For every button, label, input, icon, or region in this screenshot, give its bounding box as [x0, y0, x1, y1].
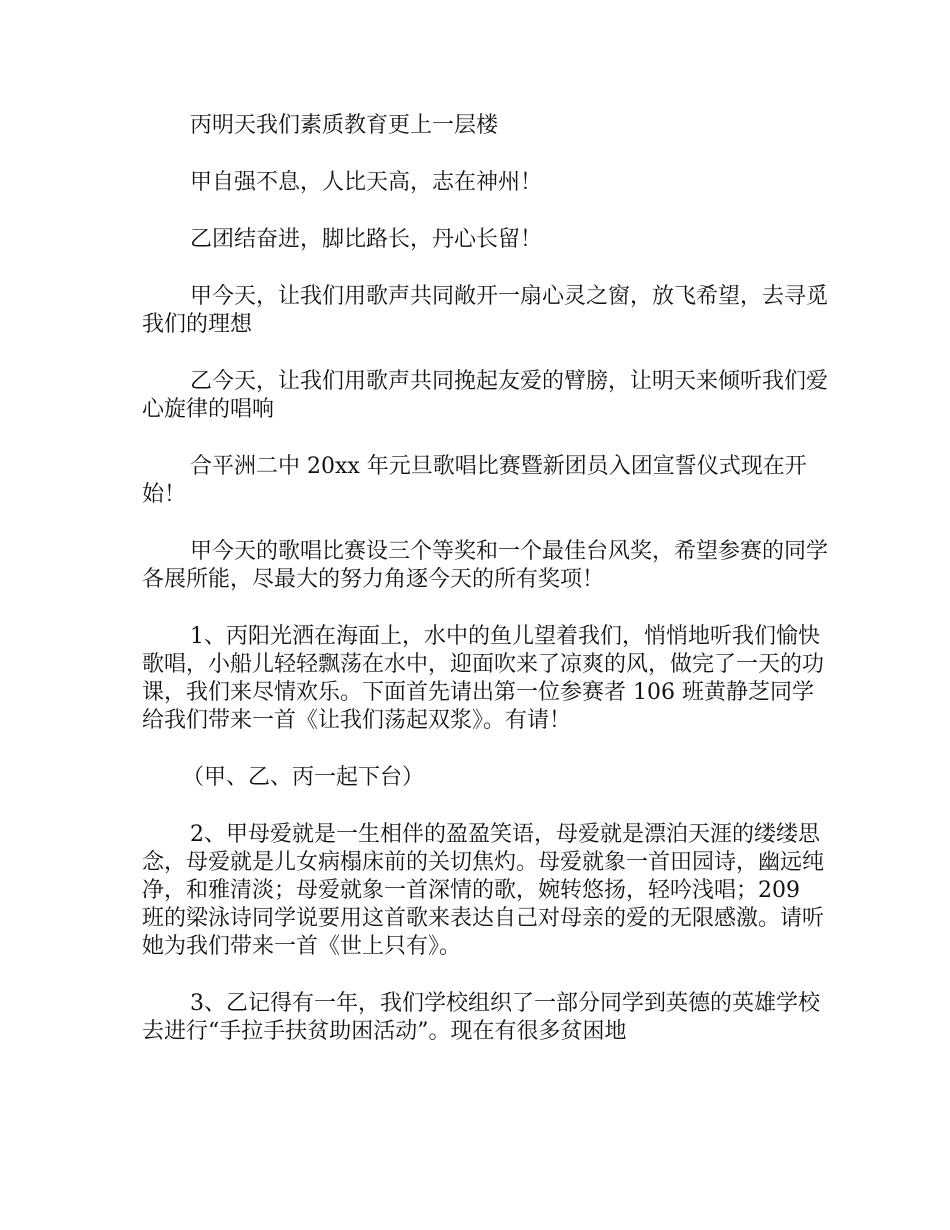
paragraph: 乙团结奋进，脚比路长，丹心长留！ [190, 227, 543, 252]
paragraph: 合平洲二中 20xx 年元旦歌唱比赛暨新团员入团宣誓仪式现在开始！ [142, 454, 807, 507]
document-body [142, 112, 828, 1075]
paragraph: 甲今天的歌唱比赛设三个等奖和一个最佳台风奖，希望参赛的同学各展所能，尽最大的努力角逐今天的所有奖项！ [142, 539, 829, 592]
paragraph: 3、乙记得有一年，我们学校组织了一部分同学到英德的英雄学校去进行“手拉手扶贫助困活动”。现在有很多贫困地 [142, 991, 820, 1044]
paragraph: 甲自强不息，人比天高，志在神州！ [190, 170, 543, 195]
paragraph: 乙今天，让我们用歌声共同挽起友爱的臂膀，让明天来倾听我们爱心旋律的唱响 [142, 369, 829, 422]
paragraph: 1、丙阳光洒在海面上，水中的鱼儿望着我们，悄悄地听我们愉快歌唱，小船儿轻轻飘荡在水中，迎面吹来了凉爽的风，做完了一天的功课，我们来尽情欢乐。下面首先请出第一位参赛者 106 班黄静芝同学给我们带来一首《让我们荡起双浆》。有请！ [142, 624, 825, 733]
paragraph: 丙明天我们素质教育更上一层楼 [190, 113, 499, 138]
paragraph: 2、甲母爱就是一生相伴的盈盈笑语，母爱就是漂泊天涯的缕缕思念，母爱就是儿女病榻床前的关切焦灼。母爱就象一首田园诗，幽远纯净，和雅清淡；母爱就象一首深情的歌，婉转悠扬，轻吟浅唱；209 班的梁泳诗同学说要用这首歌来表达自己对母亲的爱的无限感激。请听她为我们带来一首《世上只有》。 [142, 822, 825, 959]
paragraph: 甲今天，让我们用歌声共同敞开一扇心灵之窗，放飞希望，去寻觅我们的理想 [142, 284, 829, 337]
stage-direction: （甲、乙、丙一起下台） [182, 765, 425, 790]
